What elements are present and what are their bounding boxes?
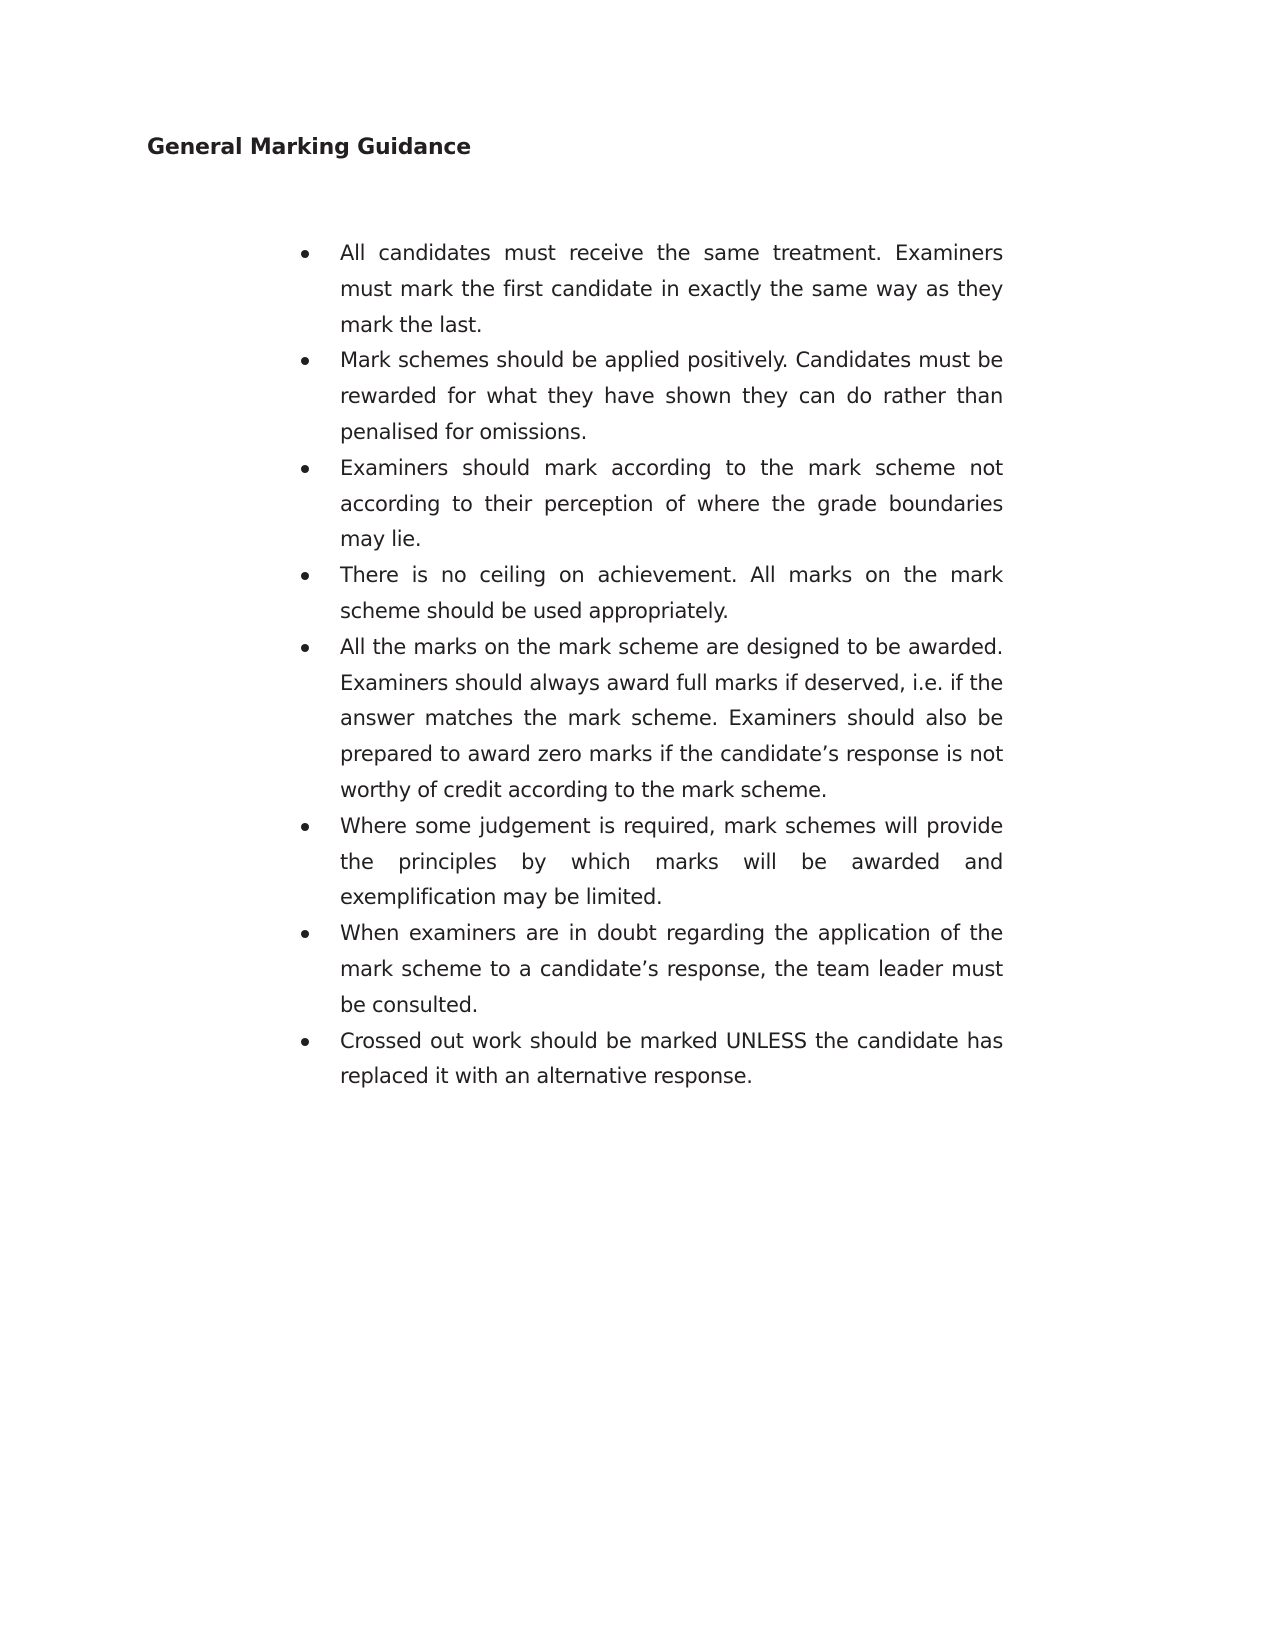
bullet-icon [301, 930, 309, 938]
bullet-icon [301, 250, 309, 258]
list-item [298, 1024, 1003, 1096]
list-item-text: All the marks on the mark scheme are designed to be awarded. Examiners should always award full marks if deserved, i.e. if the answer matches the mark scheme. Examiners should also be prepared to award zero marks if the candidate’s response is not worthy of credit according to the mark scheme. [340, 634, 1003, 802]
list-item [298, 916, 1003, 1023]
list-item-text: Mark schemes should be applied positively. Candidates must be rewarded for what they have shown they can do rather than penalised for omissions. [340, 348, 1003, 444]
list-item-text: When examiners are in doubt regarding the application of the mark scheme to a candidate’s response, the team leader must be consulted. [340, 921, 1003, 1017]
list-item-text: There is no ceiling on achievement. All marks on the mark scheme should be used appropriately. [340, 563, 1003, 623]
list-item-text: Where some judgement is required, mark schemes will provide the principles by which marks will be awarded and exemplification may be limited. [340, 813, 1003, 910]
list-item-text: Examiners should mark according to the mark scheme not according to their perception of where the grade boundaries may lie. [340, 455, 1003, 552]
list-item [298, 809, 1003, 916]
bullet-icon [301, 644, 309, 652]
list-item [298, 558, 1003, 630]
bullet-icon [301, 572, 309, 580]
list-item-text: Crossed out work should be marked UNLESS the candidate has replaced it with an alternative response. [340, 1028, 1003, 1089]
list-item-text: All candidates must receive the same treatment. Examiners must mark the first candidate in exactly the same way as they mark the last. [340, 241, 1003, 337]
bullet-icon [301, 1038, 309, 1046]
list-item [298, 236, 1003, 343]
list-item [298, 630, 1003, 809]
list-item [298, 451, 1003, 558]
bullet-icon [301, 465, 309, 473]
bullet-icon [301, 357, 309, 365]
list-item [298, 343, 1003, 450]
guidance-list [298, 236, 1003, 1095]
bullet-icon [301, 823, 309, 831]
page-title: General Marking Guidance [147, 135, 471, 160]
